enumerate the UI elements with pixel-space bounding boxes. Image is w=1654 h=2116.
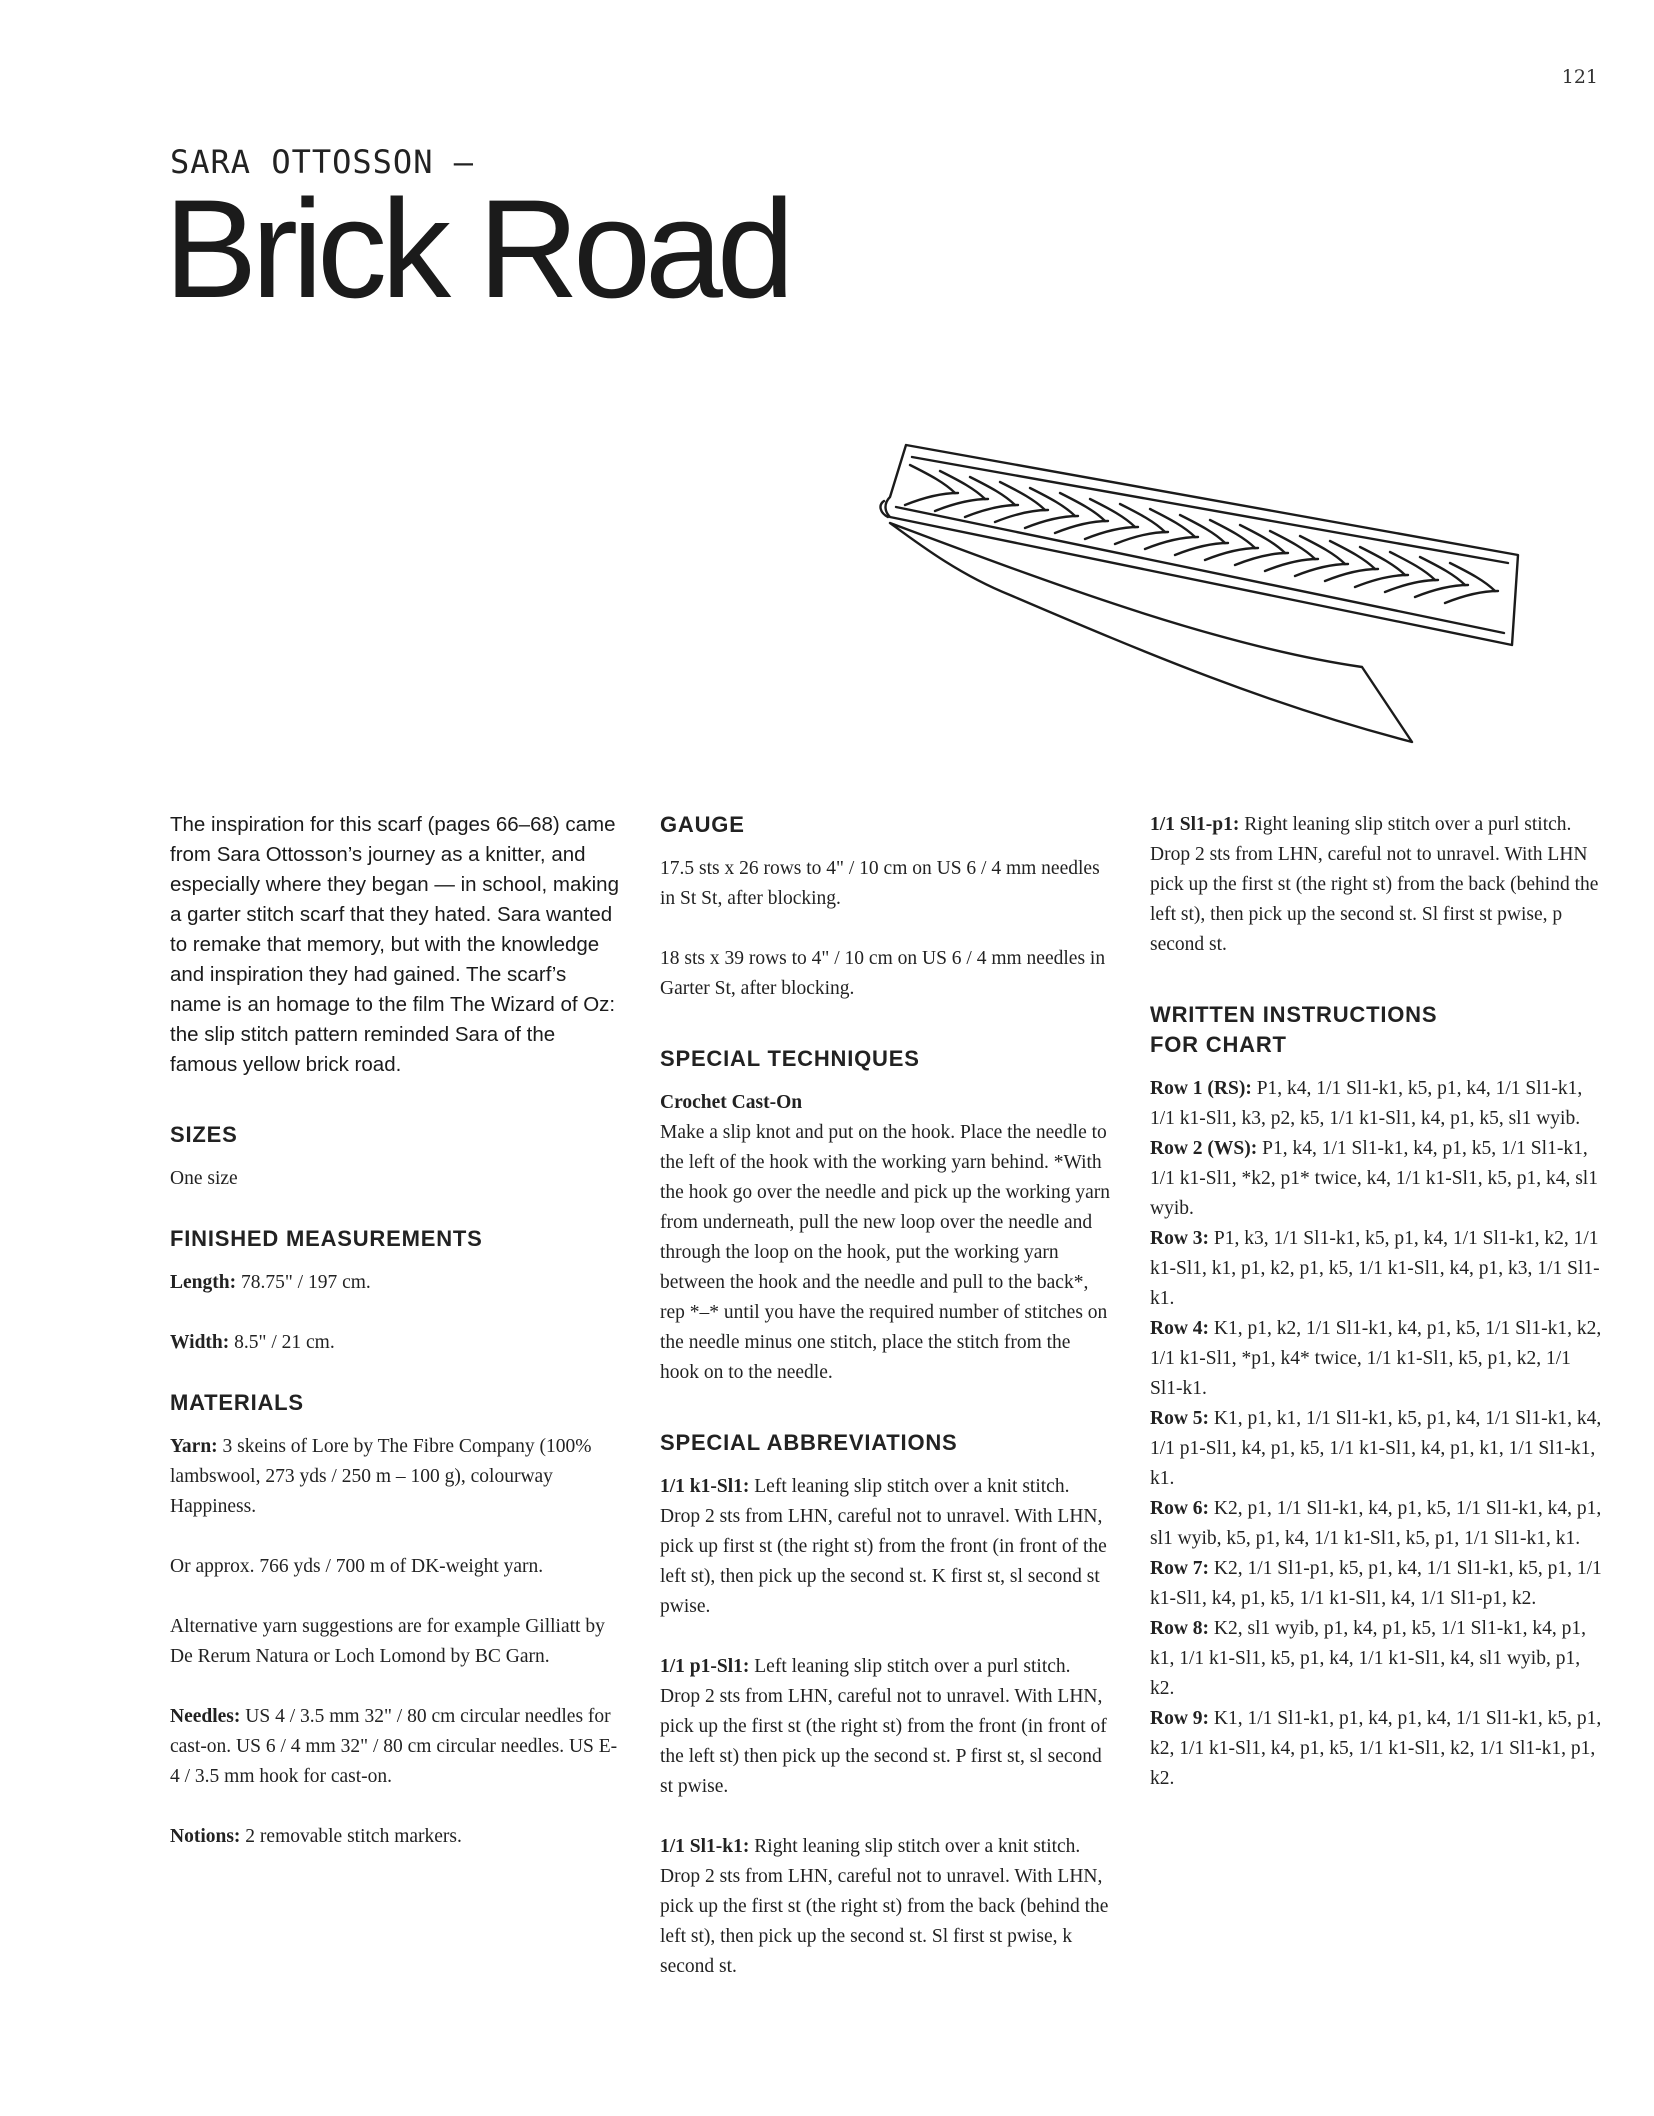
crochet-cast-on-text: Make a slip knot and put on the hook. Place the needle to the left of the hook with the working yarn behind. *With the hook go over the needle and pick up the working yarn from underneath, pull the new loop over the needle and through the loop on the hook, put the working yarn between the hook and the needle and pull to the back*, rep *–* until you have the required number of stitches on the needle minus one stitch, place the stitch from the hook on to the needle. bbox=[660, 1122, 1110, 1383]
chart-row-1 bbox=[1150, 1074, 1602, 1134]
crochet-cast-on-title: Crochet Cast-On bbox=[660, 1092, 803, 1113]
width-label: Width: bbox=[170, 1332, 230, 1353]
abbreviation-text: Left leaning slip stitch over a purl stitch. Drop 2 sts from LHN, careful not to unravel. With LHN, pick up the first st (the right st) from the front (in front of the left st) then pick up the second st. P first st, sl second st pwise. bbox=[660, 1656, 1107, 1797]
row-label: Row 9: bbox=[1150, 1708, 1210, 1729]
notions-line bbox=[170, 1822, 620, 1852]
row-label: Row 4: bbox=[1150, 1318, 1210, 1339]
width-line bbox=[170, 1328, 620, 1358]
written-instructions-heading-line-2: FOR CHART bbox=[1150, 1032, 1287, 1057]
abbreviation-k1-sl1 bbox=[660, 1472, 1110, 1622]
yarn-label: Yarn: bbox=[170, 1436, 218, 1457]
page-title: Brick Road bbox=[164, 170, 789, 327]
row-text: K1, p1, k1, 1/1 Sl1-k1, k5, p1, k4, 1/1 Sl1-k1, k4, 1/1 p1-Sl1, k4, p1, k5, 1/1 k1-Sl1, k4, p1, k1, 1/1 Sl1-k1, k1. bbox=[1150, 1408, 1602, 1489]
row-text: K2, p1, 1/1 Sl1-k1, k4, p1, k5, 1/1 Sl1-k1, k4, p1, sl1 wyib, k5, p1, k4, 1/1 k1-Sl1, k5, p1, 1/1 Sl1-k1, k1. bbox=[1150, 1498, 1602, 1549]
row-label: Row 2 (WS): bbox=[1150, 1138, 1258, 1159]
author-name: SARA OTTOSSON – bbox=[170, 143, 474, 181]
abbreviation-sl1-p1 bbox=[1150, 810, 1602, 960]
materials-heading: MATERIALS bbox=[170, 1390, 304, 1415]
chart-row-5 bbox=[1150, 1404, 1602, 1494]
abbreviation-label: 1/1 Sl1-k1: bbox=[660, 1836, 750, 1857]
abbreviation-sl1-k1 bbox=[660, 1832, 1110, 1982]
special-abbreviations-heading: SPECIAL ABBREVIATIONS bbox=[660, 1430, 958, 1455]
gauge-heading: GAUGE bbox=[660, 812, 745, 837]
row-text: K1, p1, k2, 1/1 Sl1-k1, k4, p1, k5, 1/1 Sl1-k1, k2, 1/1 k1-Sl1, *p1, k4* twice, 1/1 k1-Sl1, k5, p1, k2, 1/1 Sl1-k1. bbox=[1150, 1318, 1602, 1399]
length-line bbox=[170, 1268, 620, 1298]
abbreviation-label: 1/1 p1-Sl1: bbox=[660, 1656, 750, 1677]
row-text: K1, 1/1 Sl1-k1, p1, k4, p1, k4, 1/1 Sl1-k1, k5, p1, k2, 1/1 k1-Sl1, k4, p1, k5, 1/1 k1-Sl1, k2, 1/1 Sl1-k1, p1, k2. bbox=[1150, 1708, 1602, 1789]
row-text: P1, k4, 1/1 Sl1-k1, k4, p1, k5, 1/1 Sl1-k1, 1/1 k1-Sl1, *k2, p1* twice, k4, 1/1 k1-Sl1, k5, p1, k4, sl1 wyib. bbox=[1150, 1138, 1598, 1219]
alternative-yarn-line: Alternative yarn suggestions are for example Gilliatt by De Rerum Natura or Loch Lomond by BC Garn. bbox=[170, 1616, 605, 1667]
row-label: Row 5: bbox=[1150, 1408, 1210, 1429]
row-text: P1, k4, 1/1 Sl1-k1, k5, p1, k4, 1/1 Sl1-k1, 1/1 k1-Sl1, k3, p2, k5, 1/1 k1-Sl1, k4, p1, k5, sl1 wyib. bbox=[1150, 1078, 1583, 1129]
gauge-line-2: 18 sts x 39 rows to 4" / 10 cm on US 6 / 4 mm needles in Garter St, after blocking. bbox=[660, 948, 1106, 999]
row-label: Row 1 (RS): bbox=[1150, 1078, 1252, 1099]
column-right-clip bbox=[1150, 0, 1602, 2116]
chart-row-4 bbox=[1150, 1314, 1602, 1404]
intro-paragraph: The inspiration for this scarf (pages 66–68) came from Sara Ottosson’s journey as a knitter, and especially where they began — in school, making a garter stitch scarf that they hated. Sara wanted to remake that memory, but with the knowledge and inspiration they had gained. The scarf’s name is an homage to the film The Wizard of Oz: the slip stitch pattern reminded Sara of the famous yellow brick road. bbox=[170, 813, 619, 1076]
yarn-line bbox=[170, 1432, 620, 1522]
abbreviation-text: Right leaning slip stitch over a knit stitch. Drop 2 sts from LHN, careful not to unravel. With LHN, pick up the first st (the right st) from the back (behind the left st), then pick up the second st. Sl first st pwise, k second st. bbox=[660, 1836, 1109, 1977]
row-label: Row 7: bbox=[1150, 1558, 1210, 1579]
finished-measurements-heading: FINISHED MEASUREMENTS bbox=[170, 1226, 483, 1251]
row-label: Row 8: bbox=[1150, 1618, 1210, 1639]
chart-row-2 bbox=[1150, 1134, 1602, 1224]
width-value: 8.5" / 21 cm. bbox=[229, 1332, 335, 1353]
length-value: 78.75" / 197 cm. bbox=[236, 1272, 371, 1293]
chart-row-3 bbox=[1150, 1224, 1602, 1314]
row-label: Row 3: bbox=[1150, 1228, 1210, 1249]
column-middle bbox=[660, 810, 1110, 2012]
column-left bbox=[170, 810, 620, 1882]
abbreviation-text: Left leaning slip stitch over a knit stitch. Drop 2 sts from LHN, careful not to unravel. With LHN, pick up first st (the right st) from the front (in front of the left st), then pick up the second st. K first st, sl second st pwise. bbox=[660, 1476, 1107, 1617]
row-text: K2, sl1 wyib, p1, k4, p1, k5, 1/1 Sl1-k1, k4, p1, k1, 1/1 k1-Sl1, k5, p1, k4, 1/1 k1-Sl1, k4, sl1 wyib, p1, k2. bbox=[1150, 1618, 1587, 1699]
approx-yarn-line: Or approx. 766 yds / 700 m of DK-weight yarn. bbox=[170, 1556, 544, 1577]
row-text: K2, 1/1 Sl1-p1, k5, p1, k4, 1/1 Sl1-k1, k5, p1, 1/1 k1-Sl1, k4, p1, k5, 1/1 k1-Sl1, k4, 1/1 Sl1-p1, k2. bbox=[1150, 1558, 1602, 1609]
special-techniques-heading: SPECIAL TECHNIQUES bbox=[660, 1046, 920, 1071]
sizes-text: One size bbox=[170, 1168, 238, 1189]
chart-row-9 bbox=[1150, 1704, 1602, 1794]
notions-label: Notions: bbox=[170, 1826, 241, 1847]
abbreviation-text: Right leaning slip stitch over a purl stitch. Drop 2 sts from LHN, careful not to unravel. With LHN pick up the first st (the right st) from the back (behind the left st), then pick up the second st. Sl first st pwise, p second st. bbox=[1150, 814, 1599, 955]
length-label: Length: bbox=[170, 1272, 237, 1293]
abbreviation-p1-sl1 bbox=[660, 1652, 1110, 1802]
gauge-line-1: 17.5 sts x 26 rows to 4" / 10 cm on US 6 / 4 mm needles in St St, after blocking. bbox=[660, 858, 1100, 909]
page-number: 121 bbox=[1561, 66, 1598, 88]
yarn-value: 3 skeins of Lore by The Fibre Company (100% lambswool, 273 yds / 250 m – 100 g), colourway Happiness. bbox=[170, 1436, 592, 1517]
column-right bbox=[1150, 0, 1602, 2116]
sizes-heading: SIZES bbox=[170, 1122, 238, 1147]
written-instructions-heading-line-1: WRITTEN INSTRUCTIONS bbox=[1150, 1002, 1438, 1027]
chart-row-8 bbox=[1150, 1614, 1602, 1704]
chart-row-6 bbox=[1150, 1494, 1602, 1554]
needles-value: US 4 / 3.5 mm 32" / 80 cm circular needles for cast-on. US 6 / 4 mm 32" / 80 cm circular needles. US E-4 / 3.5 mm hook for cast-on. bbox=[170, 1706, 618, 1787]
row-text: P1, k3, 1/1 Sl1-k1, k5, p1, k4, 1/1 Sl1-k1, k2, 1/1 k1-Sl1, k1, p1, k2, p1, k5, 1/1 k1-Sl1, k4, p1, k3, 1/1 Sl1-k1. bbox=[1150, 1228, 1600, 1309]
abbreviation-label: 1/1 Sl1-p1: bbox=[1150, 814, 1240, 835]
row-label: Row 6: bbox=[1150, 1498, 1210, 1519]
needles-line bbox=[170, 1702, 620, 1792]
chart-row-7 bbox=[1150, 1554, 1602, 1614]
notions-value: 2 removable stitch markers. bbox=[240, 1826, 462, 1847]
chart-rows bbox=[1150, 1074, 1602, 1794]
written-instructions-heading bbox=[1150, 1000, 1602, 1060]
abbreviation-label: 1/1 k1-Sl1: bbox=[660, 1476, 750, 1497]
needles-label: Needles: bbox=[170, 1706, 241, 1727]
column-right-inner bbox=[1150, 810, 1602, 1794]
